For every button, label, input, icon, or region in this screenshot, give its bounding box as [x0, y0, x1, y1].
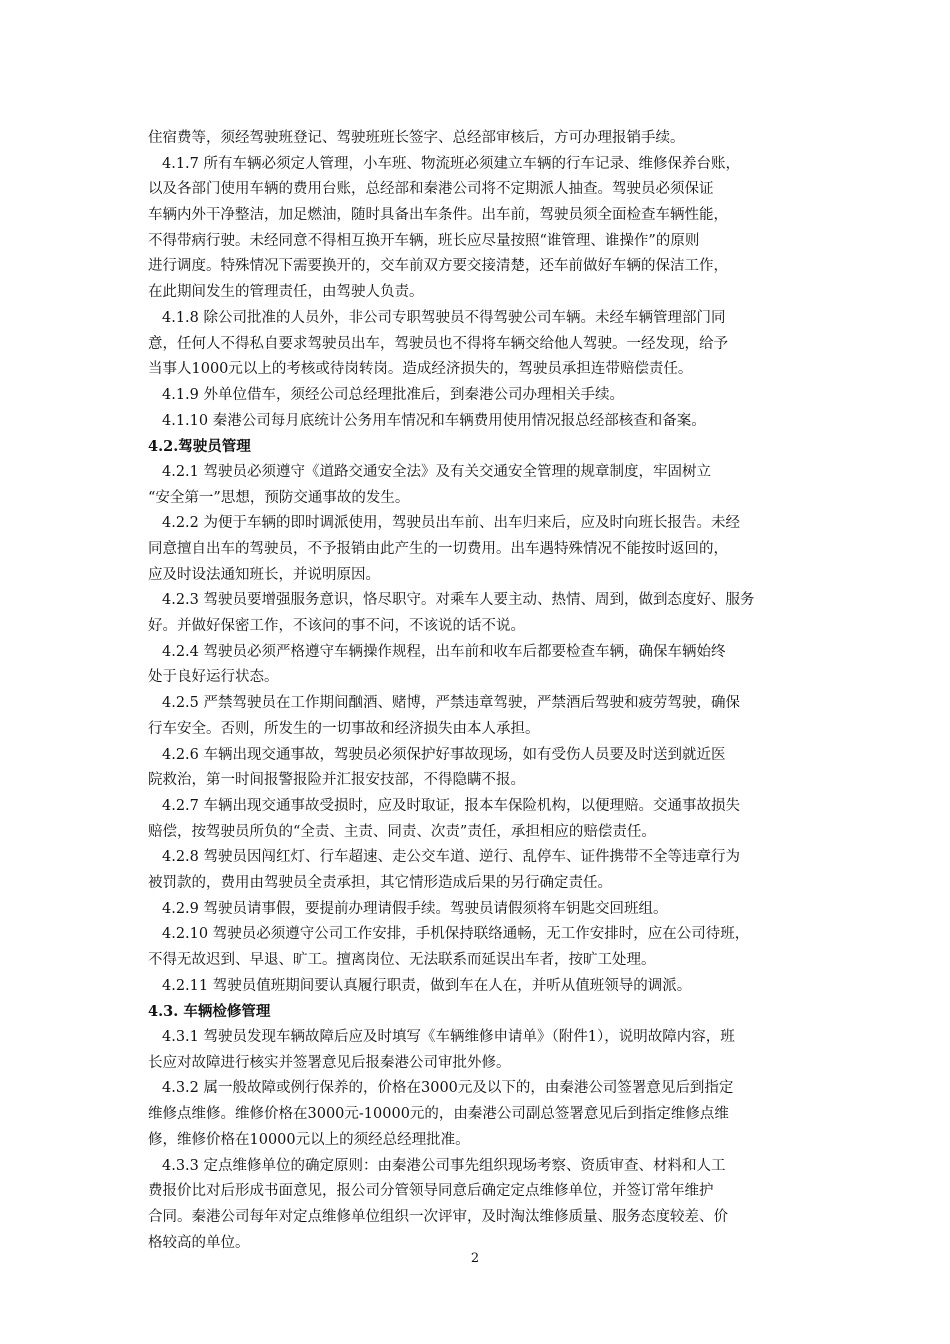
text-line: 被罚款的，费用由驾驶员全责承担，其它情形造成后果的另行确定责任。	[148, 874, 612, 891]
text-line: 应及时设法通知班长，并说明原因。	[148, 566, 380, 583]
section-heading-4-2: 4.2.驾驶员管理	[148, 438, 251, 456]
section-heading-4-3: 4.3. 车辆检修管理	[148, 1003, 271, 1021]
paragraph-4-2-1: 4.2.1 驾驶员必须遵守《道路交通安全法》及有关交通安全管理的规章制度，牢固树立	[162, 463, 712, 480]
body-text	[148, 126, 798, 1256]
text-line: 长应对故障进行核实并签署意见后报秦港公司审批外修。	[148, 1054, 511, 1071]
paragraph-4-2-6: 4.2.6 车辆出现交通事故，驾驶员必须保护好事故现场，如有受伤人员要及时送到就近医	[162, 746, 726, 763]
text-line: 院救治，第一时间报警报险并汇报安技部，不得隐瞒不报。	[148, 772, 525, 789]
paragraph-4-2-3: 4.2.3 驾驶员要增强服务意识，恪尽职守。对乘车人要主动、热情、周到，做到态度好、服务	[162, 592, 755, 609]
text-line: 好。并做好保密工作，不该问的事不问，不该说的话不说。	[148, 618, 525, 635]
paragraph-4-1-7: 4.1.7 所有车辆必须定人管理，小车班、物流班必须建立车辆的行车记录、维修保养台账，	[162, 155, 740, 172]
text-line: 维修点维修。维修价格在3000元-10000元的，由秦港公司副总签署意见后到指定维修点维	[148, 1106, 729, 1123]
paragraph-4-2-5: 4.2.5 严禁驾驶员在工作期间酗酒、赌博，严禁违章驾驶，严禁酒后驾驶和疲劳驾驶，确保	[162, 695, 740, 712]
text-line: 行车安全。否则，所发生的一切事故和经济损失由本人承担。	[148, 720, 540, 737]
text-line: 车辆内外干净整洁，加足燃油，随时具备出车条件。出车前，驾驶员须全面检查车辆性能，	[148, 207, 728, 224]
text-line: 费报价比对后形成书面意见，报公司分管领导同意后确定定点维修单位，并签订常年维护	[148, 1183, 714, 1200]
text-line: 意，任何人不得私自要求驾驶员出车，驾驶员也不得将车辆交给他人驾驶。一经发现，给予	[148, 335, 728, 352]
text-line: 处于良好运行状态。	[148, 669, 279, 686]
text-line: 赔偿，按驾驶员所负的“全责、主责、同责、次责”责任，承担相应的赔偿责任。	[148, 823, 656, 840]
text-line: 修，维修价格在10000元以上的须经总经理批准。	[148, 1131, 470, 1148]
paragraph-4-3-3: 4.3.3 定点维修单位的确定原则：由秦港公司事先组织现场考察、资质审查、材料和人工	[162, 1157, 726, 1174]
text-line: 在此期间发生的管理责任，由驾驶人负责。	[148, 284, 424, 301]
paragraph-4-2-7: 4.2.7 车辆出现交通事故受损时，应及时取证，报本车保险机构，以便理赔。交通事故损失	[162, 797, 740, 814]
text-line: 当事人1000元以上的考核或待岗转岗。造成经济损失的，驾驶员承担连带赔偿责任。	[148, 361, 693, 378]
paragraph-4-2-10: 4.2.10 驾驶员必须遵守公司工作安排，手机保持联络通畅，无工作安排时，应在公司待班，	[162, 926, 750, 943]
text-line: 格较高的单位。	[148, 1234, 250, 1251]
paragraph-4-2-4: 4.2.4 驾驶员必须严格遵守车辆操作规程，出车前和收车后都要检查车辆，确保车辆始终	[162, 643, 726, 660]
paragraph-4-2-8: 4.2.8 驾驶员因闯红灯、行车超速、走公交车道、逆行、乱停车、证件携带不全等违章行为	[162, 849, 740, 866]
text-line: 不得无故迟到、早退、旷工。擅离岗位、无法联系而延误出车者，按旷工处理。	[148, 952, 656, 968]
paragraph-4-1-10: 4.1.10 秦港公司每月底统计公务用车情况和车辆费用使用情况报总经部核查和备案。	[162, 412, 706, 429]
paragraph-4-1-9: 4.1.9 外单位借车，须经公司总经理批准后，到秦港公司办理相关手续。	[162, 386, 625, 403]
text-line: 进行调度。特殊情况下需要换开的，交车前双方要交接清楚，还车前做好车辆的保洁工作，	[148, 258, 728, 275]
page-number: 2	[470, 1251, 480, 1266]
paragraph-4-2-9: 4.2.9 驾驶员请事假，要提前办理请假手续。驾驶员请假须将车钥匙交回班组。	[162, 900, 668, 917]
paragraph-4-1-8: 4.1.8 除公司批准的人员外，非公司专职驾驶员不得驾驶公司车辆。未经车辆管理部门同	[162, 309, 726, 326]
paragraph-4-3-2: 4.3.2 属一般故障或例行保养的，价格在3000元及以下的，由秦港公司签署意见后到指定	[162, 1080, 734, 1097]
text-line: “安全第一”思想，预防交通事故的发生。	[148, 489, 410, 506]
paragraph-4-2-2: 4.2.2 为便于车辆的即时调派使用，驾驶员出车前、出车归来后，应及时向班长报告。未经	[162, 515, 740, 532]
paragraph-4-3-1: 4.3.1 驾驶员发现车辆故障后应及时填写《车辆维修申请单》（附件1），说明故障内容，班	[162, 1029, 735, 1046]
text-line: 住宿费等，须经驾驶班登记、驾驶班班长签字、总经部审核后，方可办理报销手续。	[148, 130, 685, 146]
text-line: 合同。秦港公司每年对定点维修单位组织一次评审，及时淘汰维修质量、服务态度较差、价	[148, 1208, 728, 1225]
paragraph-4-2-11: 4.2.11 驾驶员值班期间要认真履行职责，做到车在人在，并听从值班领导的调派。	[162, 977, 692, 994]
text-line: 同意擅自出车的驾驶员，不予报销由此产生的一切费用。出车遇特殊情况不能按时返回的，	[148, 541, 728, 557]
text-line: 以及各部门使用车辆的费用台账，总经部和秦港公司将不定期派人抽查。驾驶员必须保证	[148, 181, 714, 198]
text-line: 不得带病行驶。未经同意不得相互换开车辆，班长应尽量按照“谁管理、谁操作”的原则	[148, 232, 700, 249]
